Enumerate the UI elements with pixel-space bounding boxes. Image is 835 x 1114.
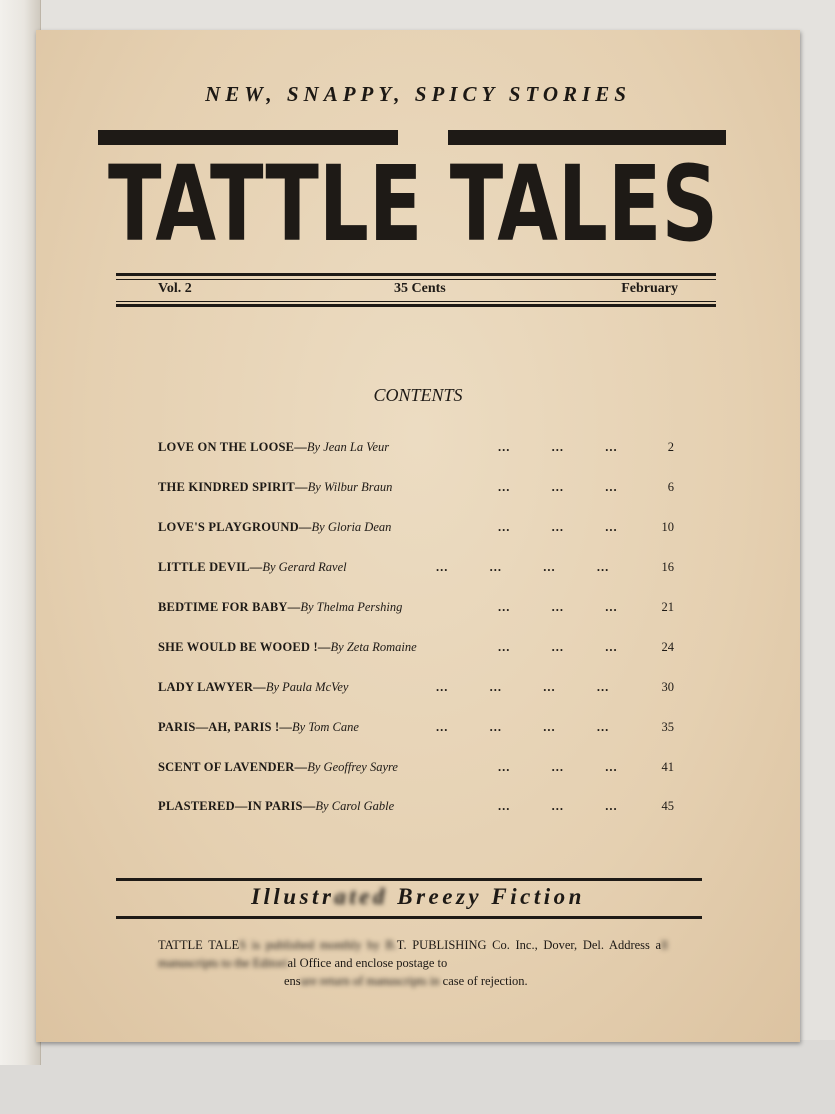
toc-entry-page-number: 30 xyxy=(661,680,674,694)
imprint-part-b: T. PUBLISHING Co. Inc., Dover, xyxy=(396,938,578,952)
toc-entry-page-number: 41 xyxy=(661,760,674,774)
footer-banner-blurred: ated xyxy=(334,884,389,909)
masthead-title-logo xyxy=(98,126,728,246)
masthead-title: TATTLE TALES xyxy=(108,143,718,246)
toc-entry-page-number: 6 xyxy=(667,480,674,494)
toc-entry-author: By Gerard Ravel xyxy=(262,560,347,574)
toc-entry-title: LITTLE DEVIL— xyxy=(158,560,263,574)
toc-entry-page-number: 21 xyxy=(661,600,674,614)
imprint-part-f: case of rejection. xyxy=(439,974,528,988)
imprint-part-a: TATTLE TALE xyxy=(158,938,240,952)
toc-entry-author: By Tom Cane xyxy=(292,720,359,734)
toc-entry xyxy=(158,799,674,815)
footer-banner-start: Illustr xyxy=(251,884,335,909)
header-rule-top xyxy=(116,273,716,276)
imprint-part-c: Del. Address a xyxy=(582,938,662,952)
footer-banner xyxy=(36,884,800,910)
contents-heading: CONTENTS xyxy=(373,385,463,405)
toc-entry-page-number: 16 xyxy=(661,560,674,574)
toc-entry-title: LADY LAWYER— xyxy=(158,680,266,694)
price: 35 Cents xyxy=(394,281,446,296)
toc-entry-author: By Paula McVey xyxy=(265,680,349,694)
toc-entry xyxy=(158,600,674,616)
toc-entry-author: By Wilbur Braun xyxy=(307,480,393,494)
toc-entry-title: SCENT OF LAVENDER— xyxy=(158,760,308,774)
imprint-part-e: ens xyxy=(284,974,301,988)
tagline: NEW, SNAPPY, SPICY STORIES xyxy=(205,82,631,106)
header-rule-bottom xyxy=(116,304,716,307)
toc-entry xyxy=(158,720,674,736)
toc-entry-leader-dots: ... ... ... xyxy=(498,440,618,454)
toc-entry-title: PLASTERED—IN PARIS— xyxy=(158,799,316,813)
toc-entry-page-number: 45 xyxy=(661,799,674,813)
toc-entry-title: THE KINDRED SPIRIT— xyxy=(158,480,308,494)
magazine-page xyxy=(36,30,800,1042)
toc-entry-title: SHE WOULD BE WOOED !— xyxy=(158,640,331,654)
toc-entry-author: By Gloria Dean xyxy=(311,520,392,534)
toc-entry-leader-dots: ... ... ... xyxy=(498,640,618,654)
toc-entry-page-number: 24 xyxy=(661,640,674,654)
toc-entry-page-number: 35 xyxy=(661,720,674,734)
toc-entry-page-number: 2 xyxy=(667,440,674,454)
toc-entry-author: By Jean La Veur xyxy=(306,440,390,454)
header-rule-bottom-thin xyxy=(116,301,716,302)
table-surface xyxy=(0,1040,835,1114)
footer-banner-end: Breezy Fiction xyxy=(388,884,585,909)
toc-entry-leader-dots: ... ... ... ... xyxy=(436,560,610,574)
toc-entry xyxy=(158,520,674,536)
toc-entry xyxy=(158,680,674,696)
toc-entry-leader-dots: ... ... ... ... xyxy=(436,680,610,694)
toc-entry-title: LOVE'S PLAYGROUND— xyxy=(158,520,312,534)
imprint-part-d: al Office and enclose postage to xyxy=(287,956,448,970)
footer-rule-top xyxy=(116,878,702,881)
toc-entry-title: BEDTIME FOR BABY— xyxy=(158,600,301,614)
toc-entry-author: By Carol Gable xyxy=(315,799,395,813)
adjacent-page-edge xyxy=(0,0,41,1065)
toc-entry-author: By Zeta Romaine xyxy=(330,640,417,654)
toc-entry-leader-dots: ... ... ... ... xyxy=(436,720,610,734)
toc-entry xyxy=(158,560,674,576)
toc-entry xyxy=(158,760,674,776)
toc-entry xyxy=(158,640,674,656)
toc-entry-leader-dots: ... ... ... xyxy=(498,799,618,813)
imprint-blurred-b: ll manuscripts to the Editori xyxy=(158,938,669,970)
toc-entry-title: PARIS—AH, PARIS !— xyxy=(158,720,293,734)
toc-entry-leader-dots: ... ... ... xyxy=(498,480,618,494)
toc-entry-leader-dots: ... ... ... xyxy=(498,600,618,614)
toc-entry xyxy=(158,480,674,496)
header-rule-top-thin xyxy=(116,279,716,280)
footer-rule-bottom xyxy=(116,916,702,919)
toc-entry-leader-dots: ... ... ... xyxy=(498,760,618,774)
toc-entry-title: LOVE ON THE LOOSE— xyxy=(158,440,307,454)
imprint-blurred-a: S is published monthly by B. xyxy=(239,938,397,952)
toc-entry-author: By Geoffrey Sayre xyxy=(307,760,398,774)
toc-entry-leader-dots: ... ... ... xyxy=(498,520,618,534)
toc-entry-author: By Thelma Pershing xyxy=(300,600,403,614)
toc-entry xyxy=(158,440,674,456)
publisher-imprint xyxy=(158,936,668,990)
volume: Vol. 2 xyxy=(158,281,192,296)
toc-entry-page-number: 10 xyxy=(661,520,674,534)
issue-month: February xyxy=(621,281,678,296)
imprint-blurred-c: ure return of manuscripts in xyxy=(300,974,440,988)
